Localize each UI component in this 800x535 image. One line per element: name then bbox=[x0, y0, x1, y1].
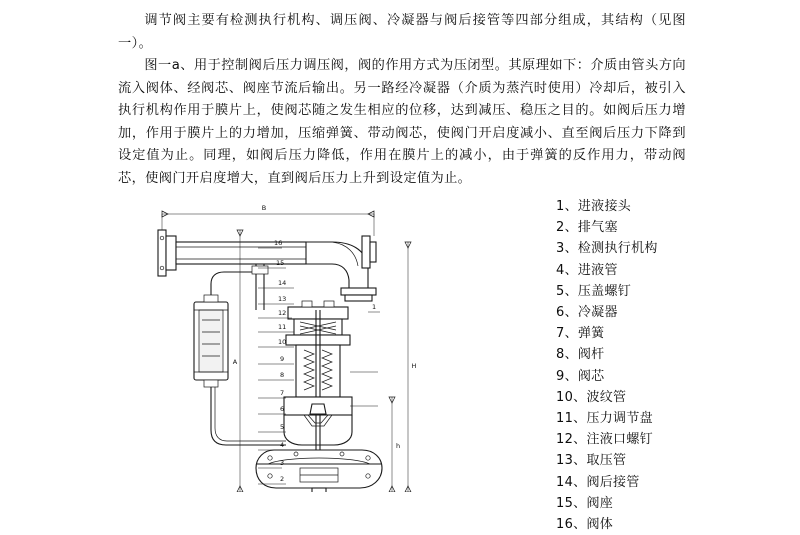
valve-diagram-svg bbox=[136, 192, 536, 492]
callout-9: 9 bbox=[280, 355, 285, 363]
dimension-label-H: H bbox=[411, 362, 417, 370]
callout-2: 2 bbox=[280, 475, 285, 483]
list-item: 1、进液接头 bbox=[556, 199, 632, 214]
paragraph-1: 调节阀主要有检测执行机构、调压阀、冷凝器与阀后接管等四部分组成，其结构（见图一）。 bbox=[118, 13, 686, 51]
list-item: 9、阀芯 bbox=[556, 368, 605, 384]
callout-group-right bbox=[350, 303, 380, 406]
callout-13: 13 bbox=[278, 295, 287, 303]
callout-11: 11 bbox=[278, 323, 287, 331]
list-item: 6、冷凝器 bbox=[556, 305, 618, 321]
legend-list bbox=[556, 196, 756, 535]
dimension-label-B: B bbox=[261, 204, 267, 212]
callout-r1: 1 bbox=[372, 303, 377, 311]
paragraph-2: 图一a、用于控制阀后压力调压阀，阀的作用方式为压闭型。其原理如下：介质由管头方向流入阀体、经阀芯、阀座节流后输出。另一路经冷凝器（介质为蒸汽时使用）冷却后，被引入执行机构作用于膜片上，使阀芯随之发生相应的位移，达到减压、稳压之目的。如阀后压力增加，作用于膜片上的力增加，压缩弹簧、带动阀芯，使阀门开启度减小、直至阀后压力下降到设定值为止。同理，如阀后压力降低，作用在膜片上的减小，由于弹簧的反作用力，带动阀芯，使阀门开启度增大，直到阀后压力上升到设定值为止。 bbox=[118, 58, 686, 186]
list-item: 4、进液管 bbox=[556, 262, 618, 278]
dimension-label-A: A bbox=[232, 358, 238, 366]
callout-group-left bbox=[258, 239, 294, 484]
callout-8: 8 bbox=[280, 371, 285, 379]
list-item: 15、阀座 bbox=[556, 495, 614, 511]
callout-14: 14 bbox=[278, 279, 287, 287]
callout-6: 6 bbox=[280, 405, 285, 413]
list-item: 8、阀杆 bbox=[556, 347, 605, 363]
callout-5: 5 bbox=[280, 423, 285, 431]
list-item: 3、检测执行机构 bbox=[556, 241, 658, 257]
callout-4: 4 bbox=[280, 441, 285, 449]
callout-16: 16 bbox=[274, 239, 283, 247]
list-item: 12、注液口螺钉 bbox=[556, 432, 653, 448]
list-item: 13、取压管 bbox=[556, 453, 627, 469]
list-item: 2、排气塞 bbox=[556, 220, 618, 236]
list-item: 7、弹簧 bbox=[556, 326, 605, 342]
callout-10: 10 bbox=[278, 338, 287, 346]
valve-diagram bbox=[136, 192, 536, 492]
list-item: 14、阀后接管 bbox=[556, 474, 640, 490]
dimension-label-h: h bbox=[395, 442, 401, 450]
body-text bbox=[118, 10, 686, 190]
list-item: 11、压力调节盘 bbox=[556, 411, 653, 427]
callout-15: 15 bbox=[276, 259, 285, 267]
callout-12: 12 bbox=[278, 309, 287, 317]
list-item: 16、阀体 bbox=[556, 517, 614, 533]
list-item: 5、压盖螺钉 bbox=[556, 283, 632, 299]
list-item: 10、波纹管 bbox=[556, 389, 627, 405]
callout-7: 7 bbox=[280, 389, 285, 397]
callout-3: 3 bbox=[280, 459, 285, 467]
